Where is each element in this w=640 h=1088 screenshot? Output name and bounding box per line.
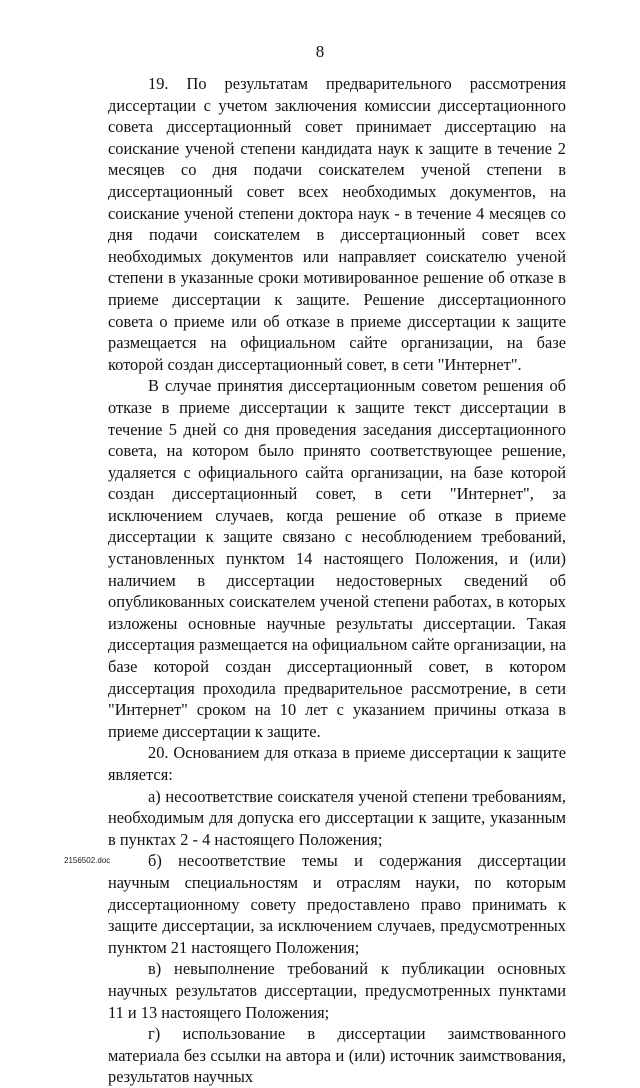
list-item-g: г) использование в диссертации заимствованного материала без ссылки на автора и (или) источник заимствования, результатов научных — [108, 1024, 566, 1087]
paragraph-19-continuation: В случае принятия диссертационным советом решения об отказе в приеме диссертации к защите текст диссертации в течение 5 дней со дня проведения заседания диссертационного совета, на котором было принято соответствующее решение, удаляется с официального сайта организации, на базе которой создан диссертационный совет, в сети "Интернет", за исключением случаев, когда решение об отказе в приеме диссертации к защите связано с несоблюдением требований, установленных пунктом 14 настоящего Положения, и (или) наличием в диссертации недостоверных сведений об опубликованных соискателем ученой степени работах, в которых изложены основные научные результаты диссертации. Такая диссертация размещается на официальном сайте организации, на базе которой создан диссертационный совет, в котором диссертация проходила предварительное рассмотрение, в сети "Интернет" сроком на 10 лет с указанием причины отказа в приеме диссертации к защите. — [108, 376, 566, 741]
paragraph-20: 20. Основанием для отказа в приеме диссертации к защите является: — [108, 743, 566, 784]
list-item-b: б) несоответствие темы и содержания диссертации научным специальностям и отраслям науки, по которым диссертационному совету предоставлено право принимать к защите диссертации, за исключением случаев, предусмотренных пунктом 21 настоящего Положения; — [108, 851, 566, 957]
paragraph-19: 19. По результатам предварительного рассмотрения диссертации с учетом заключения комиссии диссертационного совета диссертационный совет принимает диссертацию на соискание ученой степени кандидата наук к защите в течение 2 месяцев со дня подачи соискателем ученой степени в диссертационный совет всех необходимых документов, на соискание ученой степени доктора наук - в течение 4 месяцев со дня подачи соискателем в диссертационный совет всех необходимых документов или направляет соискателю ученой степени в указанные сроки мотивированное решение об отказе в приеме диссертации к защите. Решение диссертационного совета о приеме или об отказе в приеме диссертации к защите размещается на официальном сайте организации, на базе которой создан диссертационный совет, в сети "Интернет". — [108, 74, 566, 374]
list-item-v: в) невыполнение требований к публикации основных научных результатов диссертации, предусмотренных пунктами 11 и 13 настоящего Положения; — [108, 959, 566, 1022]
document-file-id: 2156502.doc — [64, 856, 111, 865]
document-body — [108, 73, 566, 1088]
page-number: 8 — [315, 42, 325, 61]
list-item-a: а) несоответствие соискателя ученой степени требованиям, необходимым для допуска его диссертации к защите, указанным в пунктах 2 - 4 настоящего Положения; — [108, 786, 566, 849]
